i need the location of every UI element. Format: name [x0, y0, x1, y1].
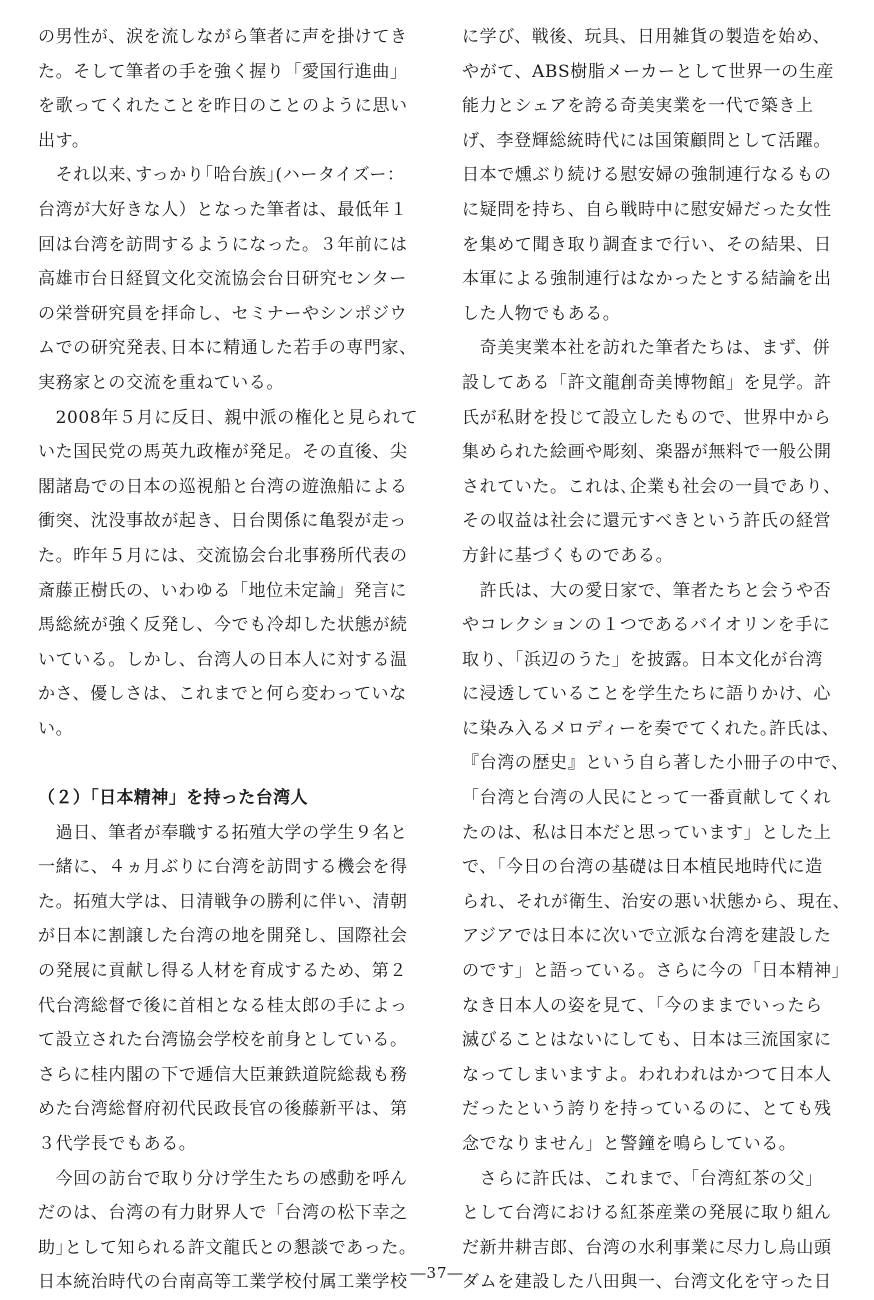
- text-line: が日本に割譲した台湾の地を開発し、国際社会: [38, 926, 408, 947]
- paragraph: [38, 816, 430, 1162]
- text-line: 2008年５月に反日、親中派の権化と見られて: [38, 407, 419, 428]
- text-line: 念でなりません」と警鐘を鳴らしている。: [462, 1134, 797, 1154]
- text-line: ダムを建設した八田與一、台湾文化を守った日: [462, 1272, 832, 1293]
- text-line: 設してある「許文龍創奇美博物館」を見学。許: [462, 372, 832, 393]
- text-line: いた国民党の馬英九政権が発足。その直後、尖: [38, 442, 408, 463]
- text-line: げ、李登輝総統時代には国策顧問として活躍。: [462, 130, 831, 151]
- paragraph: [462, 331, 854, 573]
- text-line: を集めて聞き取り調査まで行い、その結果、日: [462, 234, 832, 255]
- text-line: 本軍による強制連行はなかったとする結論を出: [462, 269, 832, 290]
- text-line: られ、それが衛生、治安の悪い状態から、現在、: [462, 891, 851, 912]
- text-line: めた台湾総督府初代民政長官の後藤新平は、第: [38, 1099, 408, 1120]
- text-line: 高雄市台日経貿文化交流協会台日研究センター: [38, 269, 407, 290]
- left-column: [38, 20, 430, 1300]
- text-line: 代台湾総督で後に首相となる桂太郎の手によっ: [38, 995, 408, 1016]
- text-line: の発展に貢献し得る人材を育成するため、第２: [38, 961, 407, 982]
- text-line: だのは、台湾の有力財界人で「台湾の松下幸之: [38, 1203, 408, 1224]
- text-line: た。拓殖大学は、日清戦争の勝利に伴い、清朝: [38, 891, 408, 912]
- text-line: た。そして筆者の手を強く握り「愛国行進曲」: [38, 61, 408, 82]
- text-line: として台湾における紅茶産業の発展に取り組ん: [462, 1203, 832, 1224]
- text-line: 一緒に、４ヵ月ぶりに台湾を訪問する機会を得: [38, 857, 408, 878]
- text-line: 助｣として知られる許文龍氏との懇談であった。: [38, 1237, 417, 1258]
- text-line: 過日、筆者が奉職する拓殖大学の学生９名と: [38, 822, 408, 843]
- text-line: 集められた絵画や彫刻、楽器が無料で一般公開: [462, 442, 832, 463]
- text-line: 出す。: [38, 130, 90, 151]
- paragraph: [38, 158, 430, 400]
- text-line: 「台湾と台湾の人民にとって一番貢献してくれ: [462, 788, 832, 809]
- text-line: 台湾が大好きな人）となった筆者は、最低年１: [38, 199, 408, 220]
- text-line: 実務家との交流を重ねている。: [38, 372, 284, 393]
- text-line: なってしまいますよ。われわれはかつて日本人: [462, 1064, 832, 1085]
- page-number: ―37―: [410, 1264, 464, 1282]
- spacer: [38, 746, 430, 781]
- paragraph: [38, 401, 430, 747]
- paragraph: [462, 574, 854, 1162]
- text-line: 回は台湾を訪問するようになった。３年前には: [38, 234, 408, 255]
- text-line: 滅びることはないにしても、日本は三流国家に: [462, 1030, 832, 1051]
- text-line: やコレクションの１つであるバイオリンを手に: [462, 615, 831, 636]
- text-line: 閣諸島での日本の巡視船と台湾の遊漁船による: [38, 476, 408, 497]
- text-line: 能力とシェアを誇る奇美実業を一代で築き上: [462, 96, 814, 117]
- text-line: ３代学長でもある。: [38, 1134, 197, 1154]
- paragraph: [38, 20, 430, 158]
- text-line: 日本統治時代の台南高等工業学校付属工業学校: [38, 1272, 408, 1293]
- text-line: その収益は社会に還元すべきという許氏の経営: [462, 511, 832, 532]
- text-line: されていた。これは､企業も社会の一員であり、: [462, 476, 841, 497]
- text-line: 日本で燻ぶり続ける慰安婦の強制連行なるもの: [462, 165, 832, 186]
- text-line: 斎藤正樹氏の、いわゆる「地位未定論」発言に: [38, 580, 407, 601]
- text-line: した人物でもある。: [462, 303, 621, 324]
- right-column: [462, 20, 854, 1300]
- text-line: た。昨年５月には、交流協会台北事務所代表の: [38, 545, 408, 566]
- text-line: 許氏は、大の愛日家で、筆者たちと会うや否: [462, 580, 832, 601]
- paragraph: [462, 20, 854, 331]
- text-line: の男性が、涙を流しながら筆者に声を掛けてき: [38, 27, 408, 47]
- text-line: たのは、私は日本だと思っています」とした上: [462, 822, 832, 843]
- text-line: い。: [38, 718, 74, 739]
- text-line: 馬総統が強く反発し、今でも冷却した状態が続: [38, 615, 408, 636]
- text-line: に学び、戦後、玩具、日用雑貨の製造を始め、: [462, 27, 831, 47]
- text-line: やがて、ABS樹脂メーカーとして世界一の生産: [462, 61, 834, 82]
- text-line: 取り、「浜辺のうた」を披露。日本文化が台湾: [462, 649, 824, 670]
- text-line: の栄誉研究員を拝命し、セミナーやシンポジウ: [38, 303, 408, 324]
- text-line: 衝突、沈没事故が起き、日台関係に亀裂が走っ: [38, 511, 407, 532]
- text-line: さらに許氏は、これまで、「台湾紅茶の父」: [462, 1168, 823, 1189]
- text-line: 今回の訪台で取り分け学生たちの感動を呼ん: [38, 1168, 408, 1189]
- text-line: に染み入るメロディーを奏でてくれた｡許氏は、: [462, 718, 840, 739]
- text-line: 氏が私財を投じて設立したもので、世界中から: [462, 407, 832, 428]
- text-line: かさ、優しさは、これまでと何ら変わっていな: [38, 684, 407, 705]
- text-line: アジアでは日本に次いで立派な台湾を建設した: [462, 926, 832, 947]
- section-heading: （２）「日本精神」を持った台湾人: [38, 788, 308, 809]
- text-line: なき日本人の姿を見て、「今のままでいったら: [462, 995, 823, 1016]
- text-line: 方針に基づくものである。: [462, 545, 674, 566]
- text-line: で、「今日の台湾の基礎は日本植民地時代に造: [462, 857, 823, 878]
- text-line: さらに桂内閣の下で逓信大臣兼鉄道院総裁も務: [38, 1064, 408, 1085]
- text-line: だったという誇りを持っているのに、とても残: [462, 1099, 832, 1120]
- text-line: 奇美実業本社を訪れた筆者たちは、まず、併: [462, 338, 831, 359]
- text-line: のです」と語っている。さらに今の「日本精神」: [462, 961, 850, 982]
- text-line: て設立された台湾協会学校を前身としている。: [38, 1030, 408, 1051]
- text-line: それ以来､すっかり｢哈台族｣(ハータイズー：: [38, 165, 405, 186]
- text-line: いている。しかし、台湾人の日本人に対する温: [38, 649, 408, 670]
- text-line: に浸透していることを学生たちに語りかけ、心: [462, 684, 831, 705]
- text-line: だ新井耕吉郎、台湾の水利事業に尽力し烏山頭: [462, 1237, 832, 1258]
- text-line: 『台湾の歴史』という自ら著した小冊子の中で、: [462, 753, 849, 774]
- text-line: ムでの研究発表､日本に精通した若手の専門家、: [38, 338, 417, 359]
- text-line: に疑問を持ち、自ら戦時中に慰安婦だった女性: [462, 199, 832, 220]
- text-line: を歌ってくれたことを昨日のことのように思い: [38, 96, 408, 117]
